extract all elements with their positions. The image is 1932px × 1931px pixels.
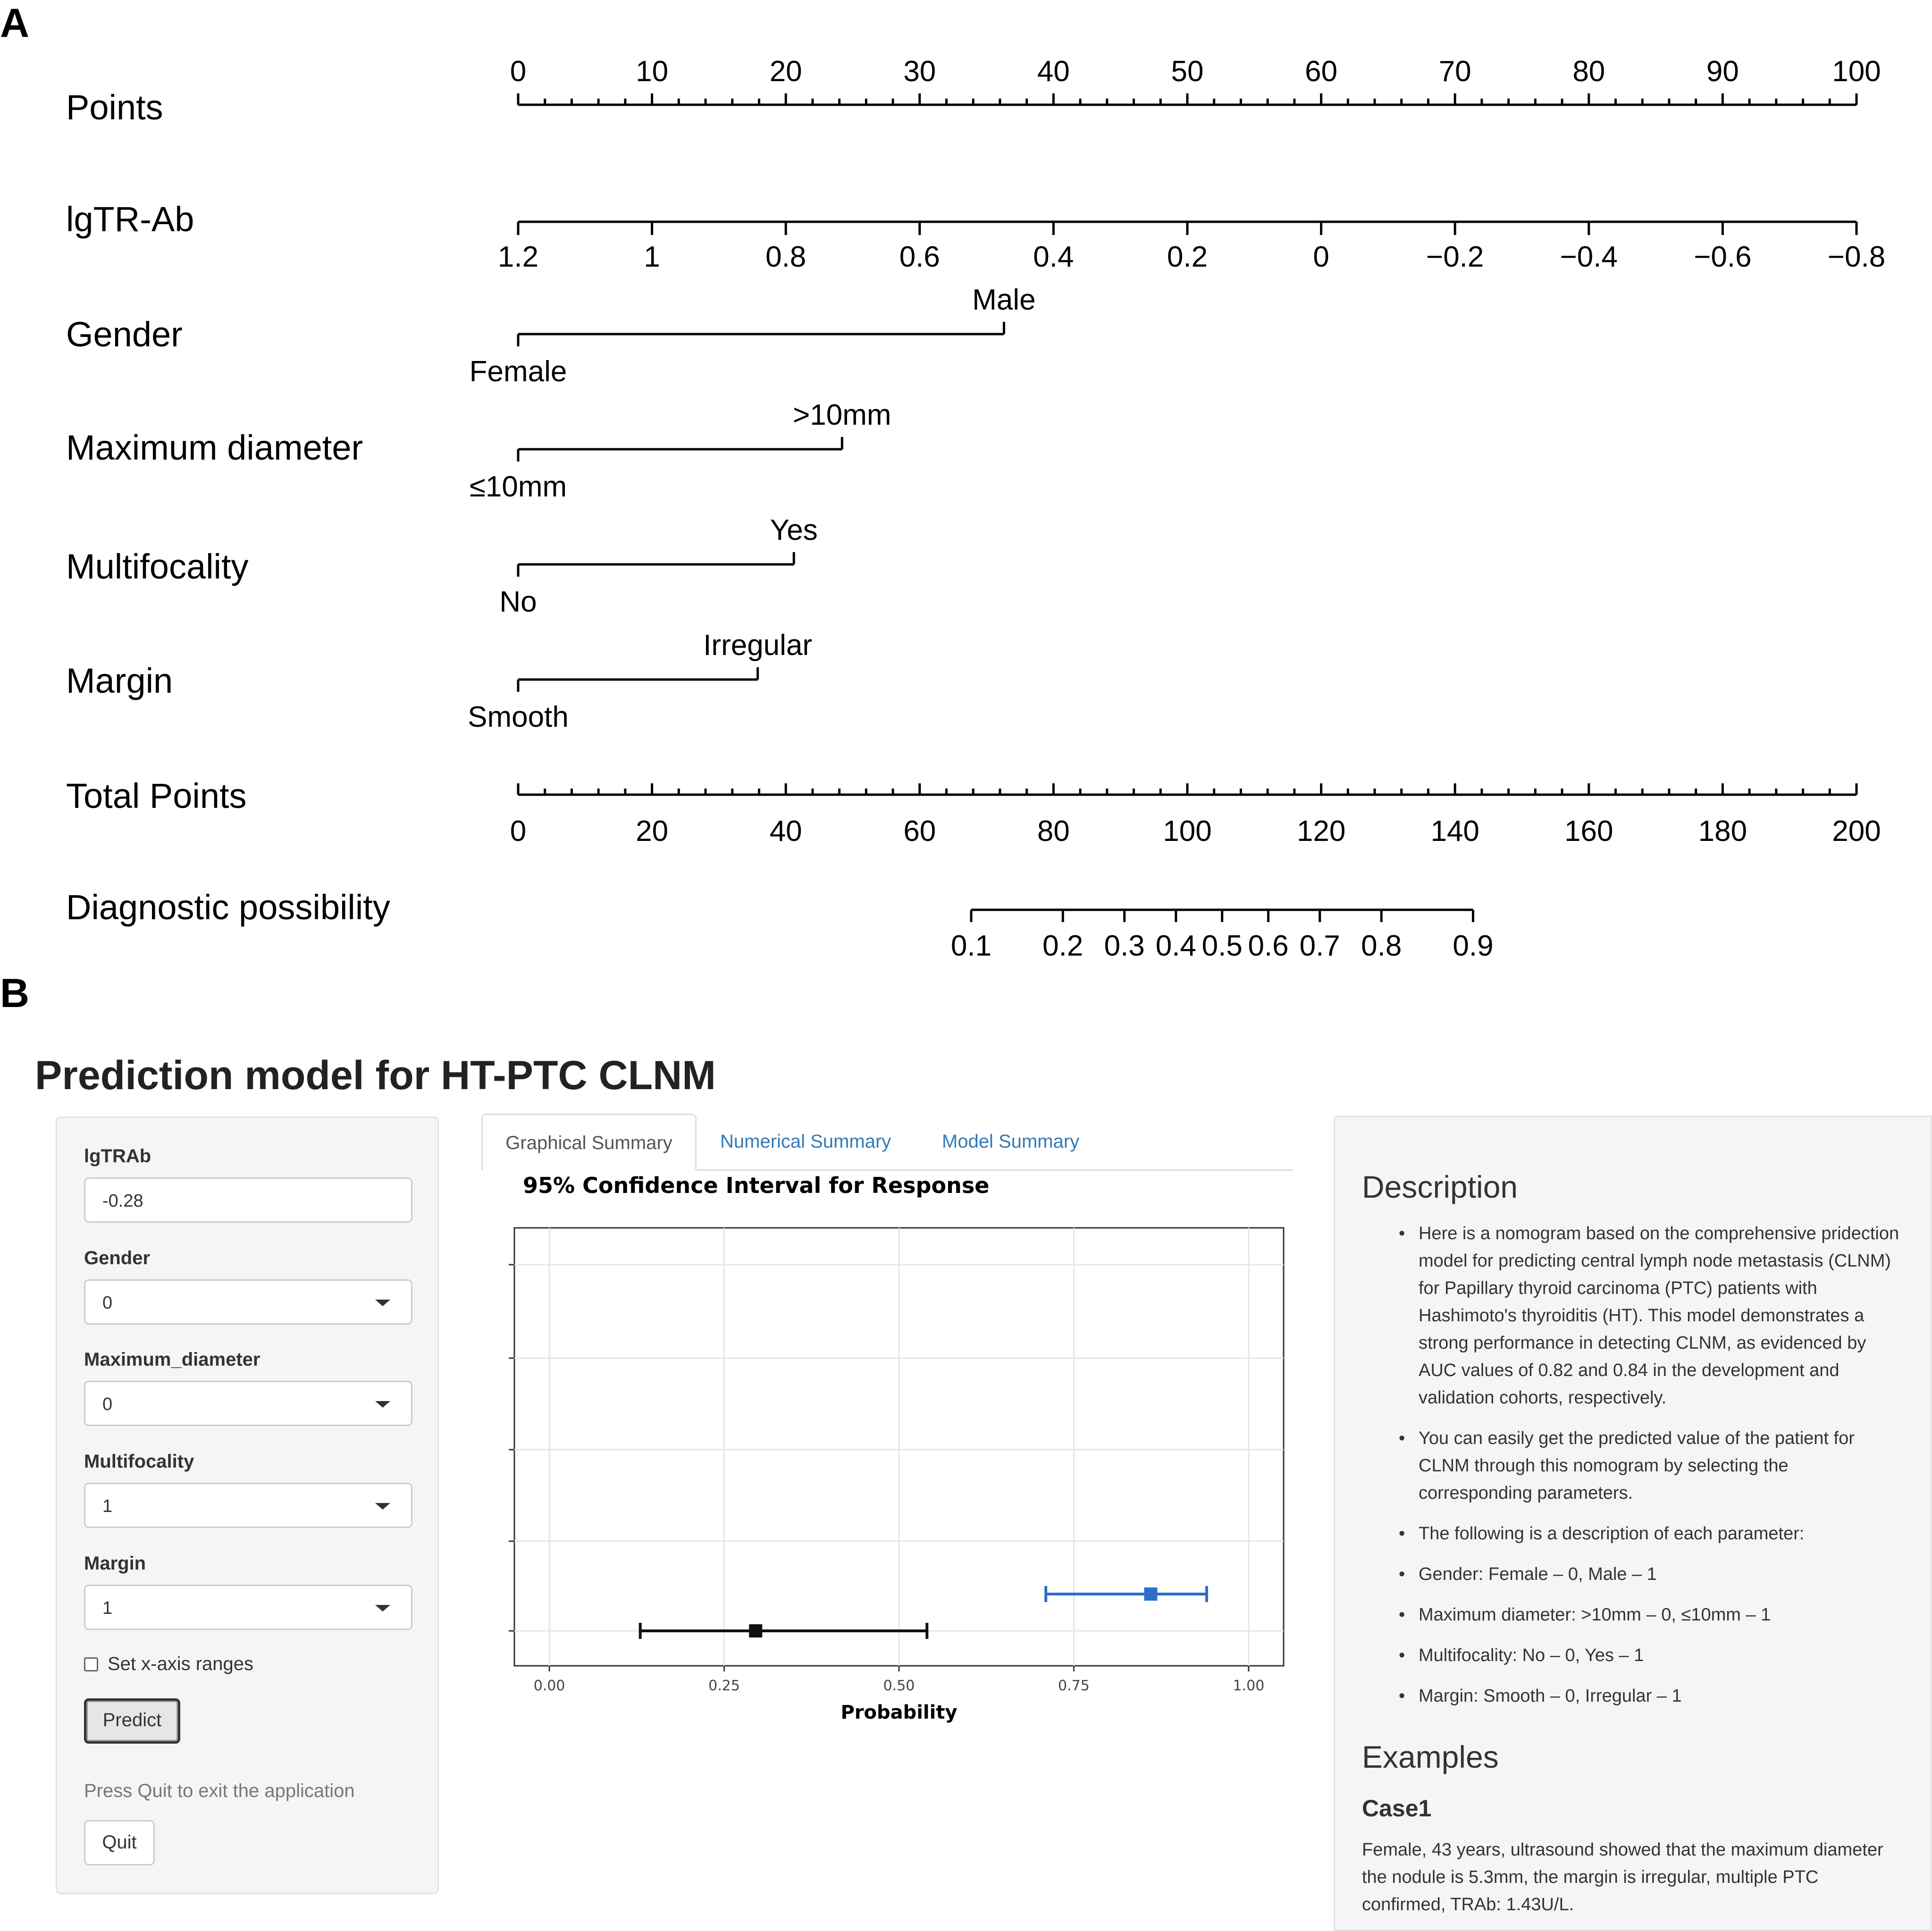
probability-tick-label: 0.7 — [1299, 930, 1340, 962]
category-high-label: Yes — [770, 514, 818, 546]
ci-estimate-point — [749, 1624, 762, 1637]
ci-estimate-point — [1144, 1587, 1157, 1601]
probability-tick-label: 0.1 — [950, 930, 992, 962]
margin-select-value: 1 — [102, 1598, 113, 1618]
probability-tick-label: 0.6 — [1248, 930, 1289, 962]
description-panel — [1334, 1116, 1932, 1931]
category-high-label: Irregular — [703, 629, 813, 662]
x-tick-label: 1.00 — [1233, 1678, 1265, 1694]
description-list — [1362, 1220, 1905, 1723]
predict-button[interactable]: Predict — [84, 1698, 180, 1744]
margin-select[interactable] — [84, 1585, 412, 1630]
examples-heading: Examples — [1362, 1739, 1499, 1774]
total-points-tick-label: 80 — [1037, 815, 1070, 848]
tab-model-summary[interactable]: Model Summary — [942, 1131, 1080, 1152]
lgtrab-tick-label: −0.4 — [1560, 241, 1618, 273]
panel-label-b: B — [0, 971, 30, 1016]
lgtrab-tick-label: 0.4 — [1033, 241, 1074, 273]
row-label: Maximum diameter — [66, 428, 363, 467]
points-tick-label: 50 — [1171, 55, 1204, 88]
margin-label: Margin — [84, 1553, 146, 1574]
confidence-interval-plot — [491, 1170, 1293, 1727]
case-heading: Case1 — [1362, 1795, 1432, 1822]
quit-button[interactable]: Quit — [84, 1820, 155, 1865]
total-points-tick-label: 100 — [1163, 815, 1212, 848]
panel-label-a: A — [0, 0, 30, 46]
lgtrab-label: lgTRAb — [84, 1146, 151, 1167]
row-label: Points — [66, 88, 163, 127]
description-bullet: • You can easily get the predicted value of the patient for CLNM through this nomogram by selecting the corresponding parameters. — [1362, 1425, 1905, 1507]
total-points-tick-label: 180 — [1698, 815, 1747, 848]
chevron-down-icon — [375, 1300, 390, 1306]
total-points-tick-label: 0 — [510, 815, 527, 848]
chevron-down-icon — [375, 1605, 390, 1612]
points-tick-label: 90 — [1706, 55, 1739, 88]
lgtrab-tick-label: 0.6 — [899, 241, 940, 273]
category-high-label: Male — [972, 284, 1036, 316]
row-label: Total Points — [66, 776, 247, 815]
x-tick-label: 0.50 — [883, 1678, 915, 1694]
category-low-label: No — [499, 586, 537, 618]
points-tick-label: 80 — [1572, 55, 1605, 88]
x-tick-label: 0.75 — [1058, 1678, 1090, 1694]
total-points-tick-label: 160 — [1564, 815, 1613, 848]
probability-tick-label: 0.9 — [1453, 930, 1494, 962]
xaxis-range-label: Set x-axis ranges — [108, 1654, 254, 1674]
lgtrab-tick-label: 1.2 — [497, 241, 539, 273]
max-diameter-select[interactable] — [84, 1381, 412, 1426]
result-tabs — [481, 1114, 1293, 1171]
points-tick-label: 40 — [1037, 55, 1070, 88]
points-tick-label: 100 — [1832, 55, 1881, 88]
points-tick-label: 30 — [903, 55, 936, 88]
xaxis-range-option[interactable] — [84, 1654, 253, 1675]
case-text: Female, 43 years, ultrasound showed that the maximum diameter the nodule is 5.3mm, the margin is irregular, multiple PTC confirmed, TRAb: 1.43U/L. — [1362, 1840, 1883, 1914]
quit-hint: Press Quit to exit the application — [84, 1780, 355, 1801]
total-points-tick-label: 200 — [1832, 815, 1881, 848]
xaxis-range-checkbox[interactable] — [84, 1657, 98, 1671]
x-tick-label: 0.00 — [533, 1678, 565, 1694]
points-tick-label: 10 — [636, 55, 669, 88]
x-tick-label: 0.25 — [708, 1678, 740, 1694]
tab-numerical-summary[interactable]: Numerical Summary — [720, 1131, 891, 1152]
points-tick-label: 0 — [510, 55, 527, 88]
description-bullet: • Margin: Smooth – 0, Irregular – 1 — [1362, 1682, 1905, 1710]
total-points-tick-label: 20 — [636, 815, 669, 848]
tab-graphical-summary[interactable]: Graphical Summary — [481, 1114, 697, 1171]
row-label: lgTR-Ab — [66, 200, 194, 239]
probability-tick-label: 0.5 — [1201, 930, 1243, 962]
category-high-label: >10mm — [793, 399, 891, 431]
x-axis-title: Probability — [840, 1702, 958, 1723]
gender-select-value: 0 — [102, 1293, 113, 1313]
description-bullet: • Gender: Female – 0, Male – 1 — [1362, 1561, 1905, 1588]
lgtrab-input[interactable]: -0.28 — [84, 1177, 412, 1223]
probability-tick-label: 0.8 — [1361, 930, 1402, 962]
lgtrab-tick-label: 0 — [1313, 241, 1329, 273]
description-bullet: • The following is a description of each parameter: — [1362, 1520, 1905, 1547]
max-diameter-select-value: 0 — [102, 1394, 113, 1414]
multifocality-label: Multifocality — [84, 1451, 194, 1472]
lgtrab-tick-label: 0.8 — [765, 241, 806, 273]
lgtrab-tick-label: −0.8 — [1827, 241, 1886, 273]
description-bullet: • Here is a nomogram based on the comprehensive pridection model for predicting central lymph node metastasis (CLNM) for Papillary thyroid carcinoma (PTC) patients with Hashimoto's thyroiditis (HT). This model demonstrates a strong performance in detecting CLNM, as evidenced by AUC values of 0.82 and 0.84 in the development and validation cohorts, respectively. — [1362, 1220, 1905, 1411]
probability-tick-label: 0.3 — [1104, 930, 1145, 962]
app-title: Prediction model for HT-PTC CLNM — [35, 1053, 716, 1098]
total-points-tick-label: 40 — [769, 815, 802, 848]
multifocality-select-value: 1 — [102, 1496, 113, 1516]
chevron-down-icon — [375, 1503, 390, 1510]
row-label: Margin — [66, 661, 173, 700]
row-label: Multifocality — [66, 547, 249, 586]
description-heading: Description — [1362, 1169, 1518, 1204]
max-diameter-label: Maximum_diameter — [84, 1349, 260, 1370]
probability-tick-label: 0.4 — [1155, 930, 1196, 962]
category-low-label: Female — [469, 355, 567, 388]
points-tick-label: 70 — [1438, 55, 1471, 88]
category-low-label: ≤10mm — [469, 470, 567, 503]
description-bullet: • Multifocality: No – 0, Yes – 1 — [1362, 1642, 1905, 1669]
row-label: Gender — [66, 315, 183, 354]
gender-select[interactable] — [84, 1279, 412, 1325]
chart-title: 95% Confidence Interval for Response — [523, 1173, 990, 1198]
points-tick-label: 20 — [769, 55, 802, 88]
lgtrab-tick-label: 1 — [644, 241, 660, 273]
category-low-label: Smooth — [468, 701, 569, 733]
row-label: Diagnostic possibility — [66, 888, 390, 927]
points-tick-label: 60 — [1305, 55, 1338, 88]
lgtrab-tick-label: −0.2 — [1426, 241, 1484, 273]
total-points-tick-label: 120 — [1296, 815, 1346, 848]
multifocality-select[interactable] — [84, 1483, 412, 1528]
total-points-tick-label: 140 — [1430, 815, 1479, 848]
total-points-tick-label: 60 — [903, 815, 936, 848]
chevron-down-icon — [375, 1401, 390, 1408]
gender-label: Gender — [84, 1248, 151, 1268]
probability-tick-label: 0.2 — [1042, 930, 1084, 962]
lgtrab-tick-label: 0.2 — [1167, 241, 1208, 273]
lgtrab-tick-label: −0.6 — [1694, 241, 1752, 273]
description-bullet: • Maximum diameter: >10mm – 0, ≤10mm – 1 — [1362, 1601, 1905, 1629]
input-sidebar — [56, 1117, 439, 1894]
